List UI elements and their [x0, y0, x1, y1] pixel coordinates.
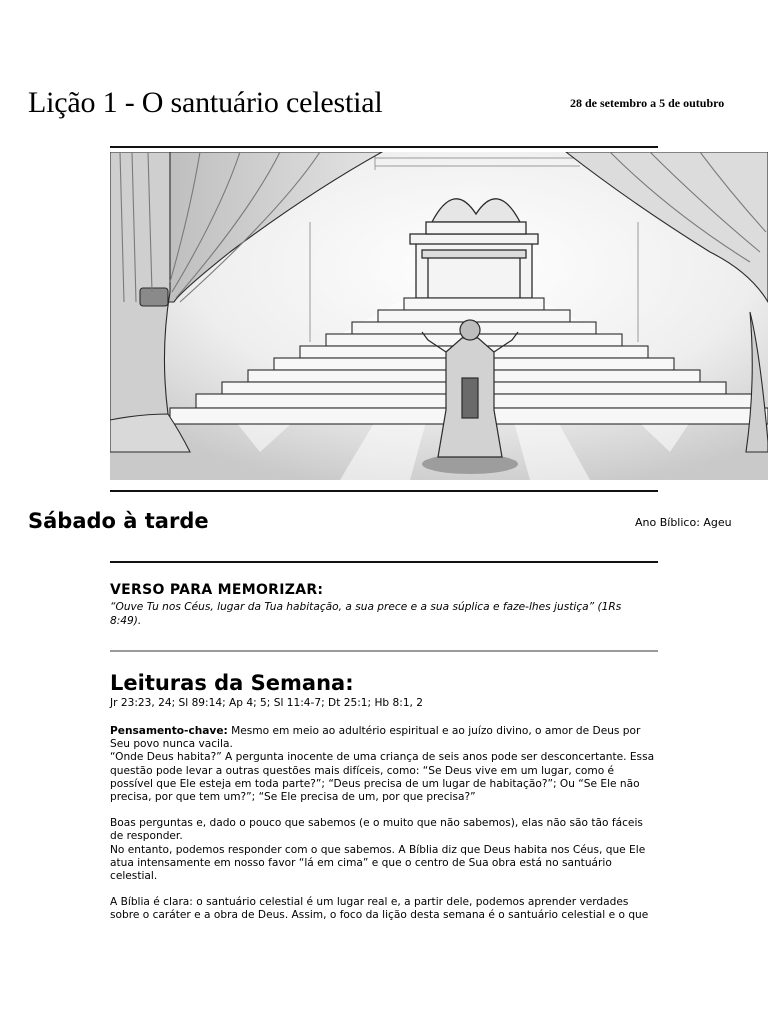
- paragraph-3: No entanto, podemos responder com o que sabemos. A Bíblia diz que Deus habita nos Céus, que Ele atua intensamente em nosso favor “lá em cima” e que o centro de Sua obra está no santuário celestial.: [110, 843, 646, 883]
- lesson-dates: 28 de setembro a 5 de outubro: [570, 96, 725, 110]
- key-thought-label: Pensamento-chave:: [110, 725, 228, 737]
- paragraph-1: “Onde Deus habita?” A pergunta inocente de uma criança de seis anos pode ser desconcertante. Essa questão pode levar a outras questões mais difíceis, como: “Se Deus vive em um lugar, como é possível que Ele esteja em toda parte?”; “Deus precisa de um lugar de habitação?”; Ou “Se Ele não precisa, por que tem um?”; “Se Ele precisa de um, por que precisa?”: [110, 751, 655, 804]
- lesson-title: Lição 1 - O santuário celestial: [28, 86, 383, 119]
- day-heading: Sábado à tarde: [28, 509, 209, 533]
- section-top-divider: [110, 490, 658, 492]
- verse-divider: [110, 650, 658, 652]
- memory-verse-heading: VERSO PARA MEMORIZAR:: [110, 582, 324, 598]
- lesson-body: [110, 725, 658, 933]
- bible-year: Ano Bíblico: Ageu: [635, 516, 732, 529]
- readings-heading: Leituras da Semana:: [110, 671, 354, 695]
- paragraph-4: A Bíblia é clara: o santuário celestial é um lugar real e, a partir dele, podemos aprender verdades sobre o caráter e a obra de Deus. Assim, o foco da lição desta semana é o santuário celestial e o que: [110, 896, 649, 922]
- section-bottom-divider: [110, 561, 658, 563]
- memory-verse-text: “Ouve Tu nos Céus, lugar da Tua habitação, a sua prece e a sua súplica e faze-lhes justiça” (1Rs 8:49).: [110, 601, 622, 627]
- readings-references: Jr 23:23, 24; Sl 89:14; Ap 4; 5; Sl 11:4-7; Dt 25:1; Hb 8:1, 2: [110, 697, 424, 709]
- sanctuary-illustration: [110, 152, 768, 480]
- top-divider: [110, 146, 658, 148]
- key-thought-text: Mesmo em meio ao adultério espiritual e ao juízo divino, o amor de Deus por Seu povo nunca vacila.: [110, 725, 641, 751]
- key-thought: [110, 725, 658, 751]
- paragraph-2: Boas perguntas e, dado o pouco que sabemos (e o muito que não sabemos), elas não são tão fáceis de responder.: [110, 817, 643, 843]
